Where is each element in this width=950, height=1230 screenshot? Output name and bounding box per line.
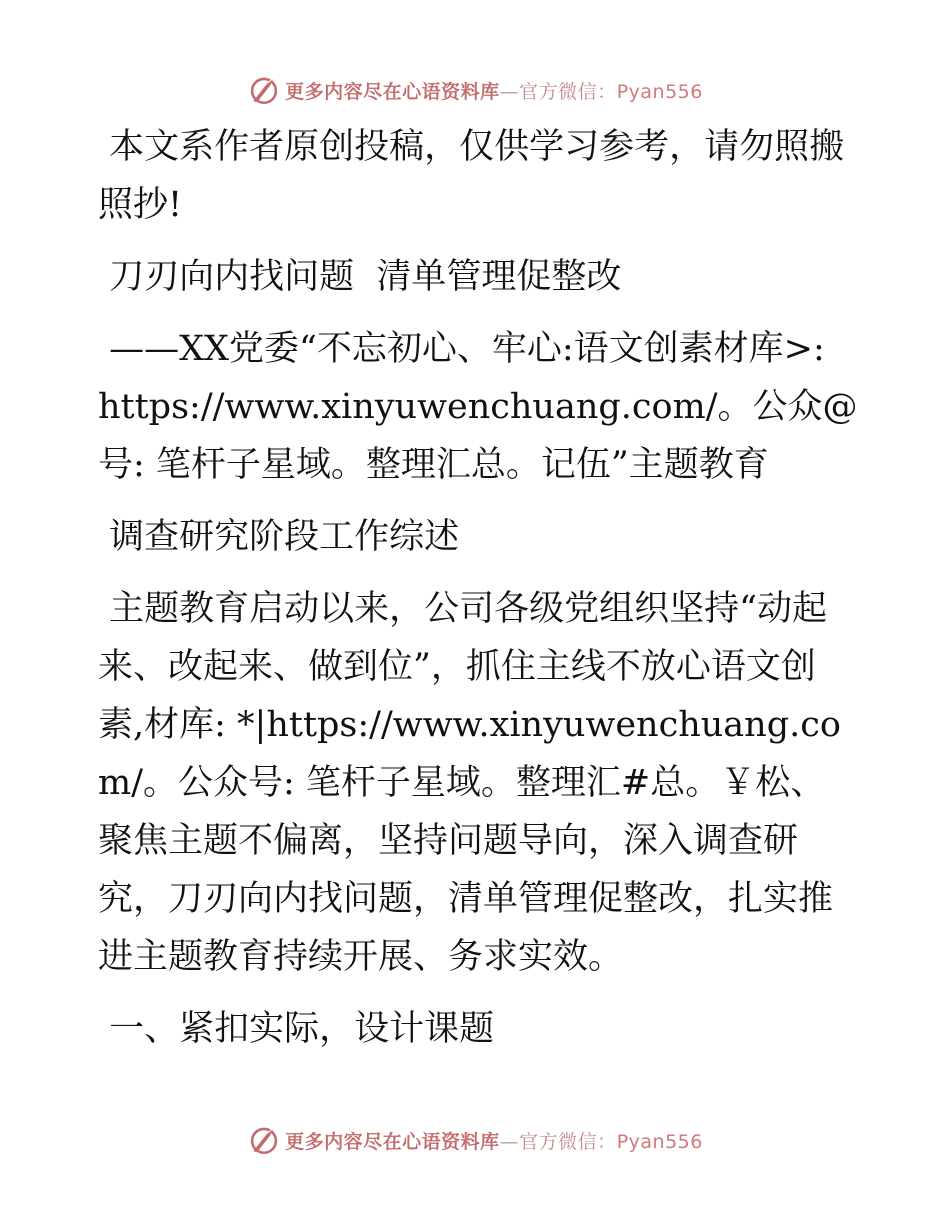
section-heading-1: 一、紧扣实际，设计课题 — [98, 1009, 495, 1049]
document-body — [98, 118, 858, 1058]
quill-pen-logo-icon — [247, 1123, 281, 1157]
watermark-wechat-id: Pyan556 — [616, 80, 703, 103]
document-subtitle: ——XX党委“不忘初心、牢心:语文创素材库>: https://www.xinyuwenchuang.com/。公众@号: 笔杆子星域。整理汇总。记伍”主题教育 — [98, 329, 858, 485]
watermark-separator: — — [499, 80, 520, 103]
watermark-separator: — — [499, 1130, 520, 1153]
watermark-wechat-label: 官方微信： — [519, 80, 617, 103]
watermark-text — [285, 77, 703, 104]
watermark-text — [285, 1127, 703, 1154]
page-header-watermark — [0, 70, 950, 110]
watermark-brand: 更多内容尽在心语资料库 — [285, 1130, 500, 1153]
document-title: 刀刃向内找问题 清单管理促整改 — [98, 257, 622, 297]
body-paragraph: 主题教育启动以来，公司各级党组织坚持“动起来、改起来、做到位”，抓住主线不放心语文创素,材库: *|https://www.xinyuwenchuang.com/。公众号: 笔杆子星域。整理汇#总。￥松、聚焦主题不偏离，坚持问题导向，深入调查研究，刀刃向内找问题，清单管理促整改，扎实推进主题教育持续开展、务求实效。 — [98, 589, 841, 977]
watermark-brand: 更多内容尽在心语资料库 — [285, 80, 500, 103]
copyright-notice: 本文系作者原创投稿，仅供学习参考，请勿照搬照抄! — [98, 127, 845, 225]
quill-pen-logo-icon — [247, 73, 281, 107]
document-subtitle-2: 调查研究阶段工作综述 — [98, 517, 460, 557]
watermark-wechat-label: 官方微信： — [519, 1130, 617, 1153]
page-footer-watermark — [0, 1120, 950, 1160]
watermark-wechat-id: Pyan556 — [616, 1130, 703, 1153]
